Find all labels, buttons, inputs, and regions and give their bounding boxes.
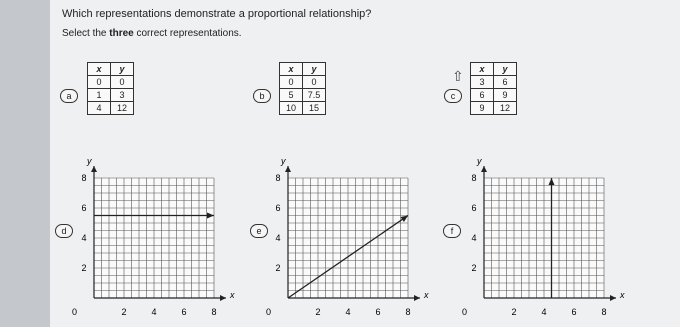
graph-d: [60, 150, 240, 322]
table-cell: 5: [280, 89, 303, 102]
table-header: x: [471, 63, 494, 76]
y-tick-label: 8: [275, 173, 281, 183]
option-b-button[interactable]: b: [253, 89, 271, 103]
y-tick-label: 4: [471, 233, 477, 243]
x-tick-label: 6: [571, 307, 577, 317]
table-cell: 6: [471, 89, 494, 102]
table-cell: 1: [88, 89, 111, 102]
table-header: y: [111, 63, 134, 76]
table-cell: 12: [494, 102, 517, 115]
y-axis-arrow-icon: [285, 166, 291, 172]
option-c-button[interactable]: c: [444, 89, 462, 103]
table-cell: 0: [88, 76, 111, 89]
x-tick-label: 8: [405, 307, 411, 317]
table-header: y: [494, 63, 517, 76]
x-tick-label: 4: [345, 307, 351, 317]
table-cell: 9: [471, 102, 494, 115]
y-tick-label: 6: [275, 203, 281, 213]
y-tick-label: 6: [471, 203, 477, 213]
table-cell: 15: [303, 102, 326, 115]
option-d-button[interactable]: d: [55, 224, 73, 238]
y-axis-arrow-icon: [91, 166, 97, 172]
x-tick-label: 4: [541, 307, 547, 317]
table-cell: 0: [280, 76, 303, 89]
table-b: [279, 62, 326, 115]
y-tick-label: 8: [81, 173, 87, 183]
x-tick-label: 4: [151, 307, 157, 317]
option-f-button[interactable]: f: [443, 224, 461, 238]
x-tick-label: 6: [181, 307, 187, 317]
table-cell: 9: [494, 89, 517, 102]
x-tick-label: 8: [211, 307, 217, 317]
left-sidebar: [0, 0, 50, 327]
y-tick-label: 2: [81, 263, 87, 273]
y-tick-label: 2: [471, 263, 477, 273]
y-tick-label: 2: [275, 263, 281, 273]
x-axis-label: x: [620, 290, 625, 300]
instruction-text: Select the three correct representations.: [62, 28, 242, 39]
origin-label: 0: [462, 307, 468, 317]
x-tick-label: 2: [511, 307, 517, 317]
y-tick-label: 6: [81, 203, 87, 213]
x-axis-arrow-icon: [414, 295, 420, 301]
y-axis-label: y: [281, 156, 286, 166]
table-cell: 4: [88, 102, 111, 115]
table-cell: 7.5: [303, 89, 326, 102]
y-tick-label: 8: [471, 173, 477, 183]
option-a-button[interactable]: a: [60, 89, 78, 103]
x-tick-label: 6: [375, 307, 381, 317]
table-header: y: [303, 63, 326, 76]
table-cell: 0: [111, 76, 134, 89]
table-cell: 0: [303, 76, 326, 89]
graph-f: [450, 150, 630, 322]
y-axis-label: y: [87, 156, 92, 166]
table-a: [87, 62, 134, 115]
table-cell: 12: [111, 102, 134, 115]
x-tick-label: 8: [601, 307, 607, 317]
x-tick-label: 2: [121, 307, 127, 317]
y-axis-arrow-icon: [481, 166, 487, 172]
table-header: x: [280, 63, 303, 76]
x-axis-arrow-icon: [610, 295, 616, 301]
table-cell: 3: [471, 76, 494, 89]
x-axis-arrow-icon: [220, 295, 226, 301]
table-cell: 10: [280, 102, 303, 115]
graph-e: [254, 150, 434, 322]
y-axis-label: y: [477, 156, 482, 166]
y-tick-label: 4: [81, 233, 87, 243]
origin-label: 0: [266, 307, 272, 317]
question-text: Which representations demonstrate a proportional relationship?: [62, 8, 372, 20]
table-header: x: [88, 63, 111, 76]
table-cell: 3: [111, 89, 134, 102]
option-e-button[interactable]: e: [250, 224, 268, 238]
x-tick-label: 2: [315, 307, 321, 317]
x-axis-label: x: [230, 290, 235, 300]
table-c: [470, 62, 517, 115]
x-axis-label: x: [424, 290, 429, 300]
table-cell: 6: [494, 76, 517, 89]
origin-label: 0: [72, 307, 78, 317]
mouse-cursor-icon: ⇧: [452, 68, 464, 84]
y-tick-label: 4: [275, 233, 281, 243]
